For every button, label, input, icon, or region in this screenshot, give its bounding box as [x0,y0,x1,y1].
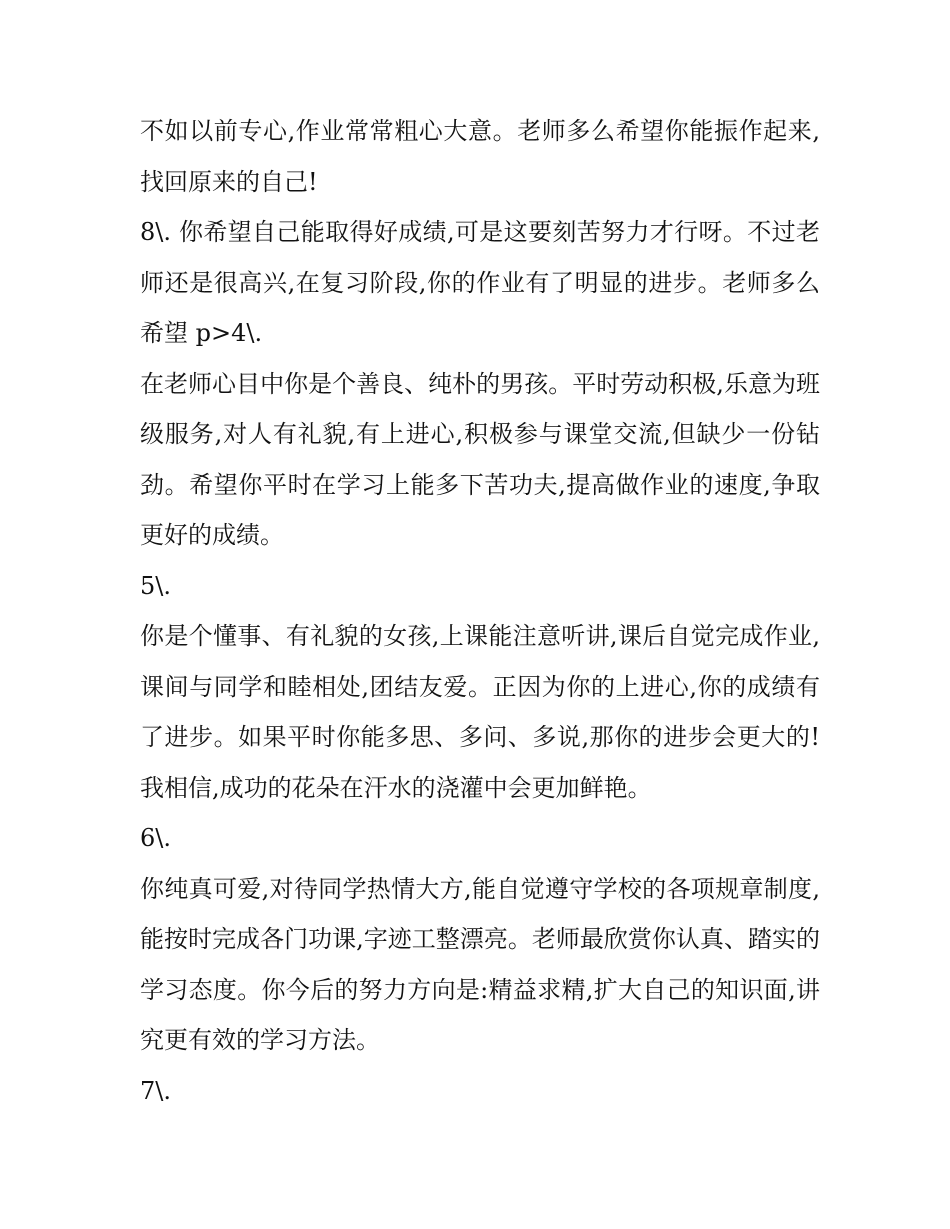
section-number-6: 6\. [140,824,171,852]
paragraph-7: 你纯真可爱,对待同学热情大方,能自觉遵守学校的各项规章制度,能按时完成各门功课,字迹工整漂亮。老师最欣赏你认真、踏实的学习态度。你今后的努力方向是:精益求精,扩大自己的知识面,讲究更有效的学习方法。 [140,874,820,1054]
paragraph-5: 你是个懂事、有礼貌的女孩,上课能注意听讲,课后自觉完成作业,课间与同学和睦相处,团结友爱。正因为你的上进心,你的成绩有了进步。如果平时你能多思、多问、多说,那你的进步会更大的!我相信,成功的花朵在汗水的浇灌中会更加鲜艳。 [140,622,820,802]
paragraph-1: 不如以前专心,作业常常粗心大意。老师多么希望你能振作起来,找回原来的自己! [140,117,820,196]
document-body [140,106,820,1116]
paragraph-3: 在老师心目中你是个善良、纯朴的男孩。平时劳动积极,乐意为班级服务,对人有礼貌,有上进心,积极参与课堂交流,但缺少一份钻劲。希望你平时在学习上能多下苦功夫,提高做作业的速度,争取更好的成绩。 [140,369,820,549]
section-number-7: 7\. [140,1076,171,1105]
section-number-5: 5\. [140,571,171,600]
paragraph-2: 8\. 你希望自己能取得好成绩,可是这要刻苦努力才行呀。不过老师还是很高兴,在复习阶段,你的作业有了明显的进步。老师多么希望 p>4\. [140,218,820,347]
